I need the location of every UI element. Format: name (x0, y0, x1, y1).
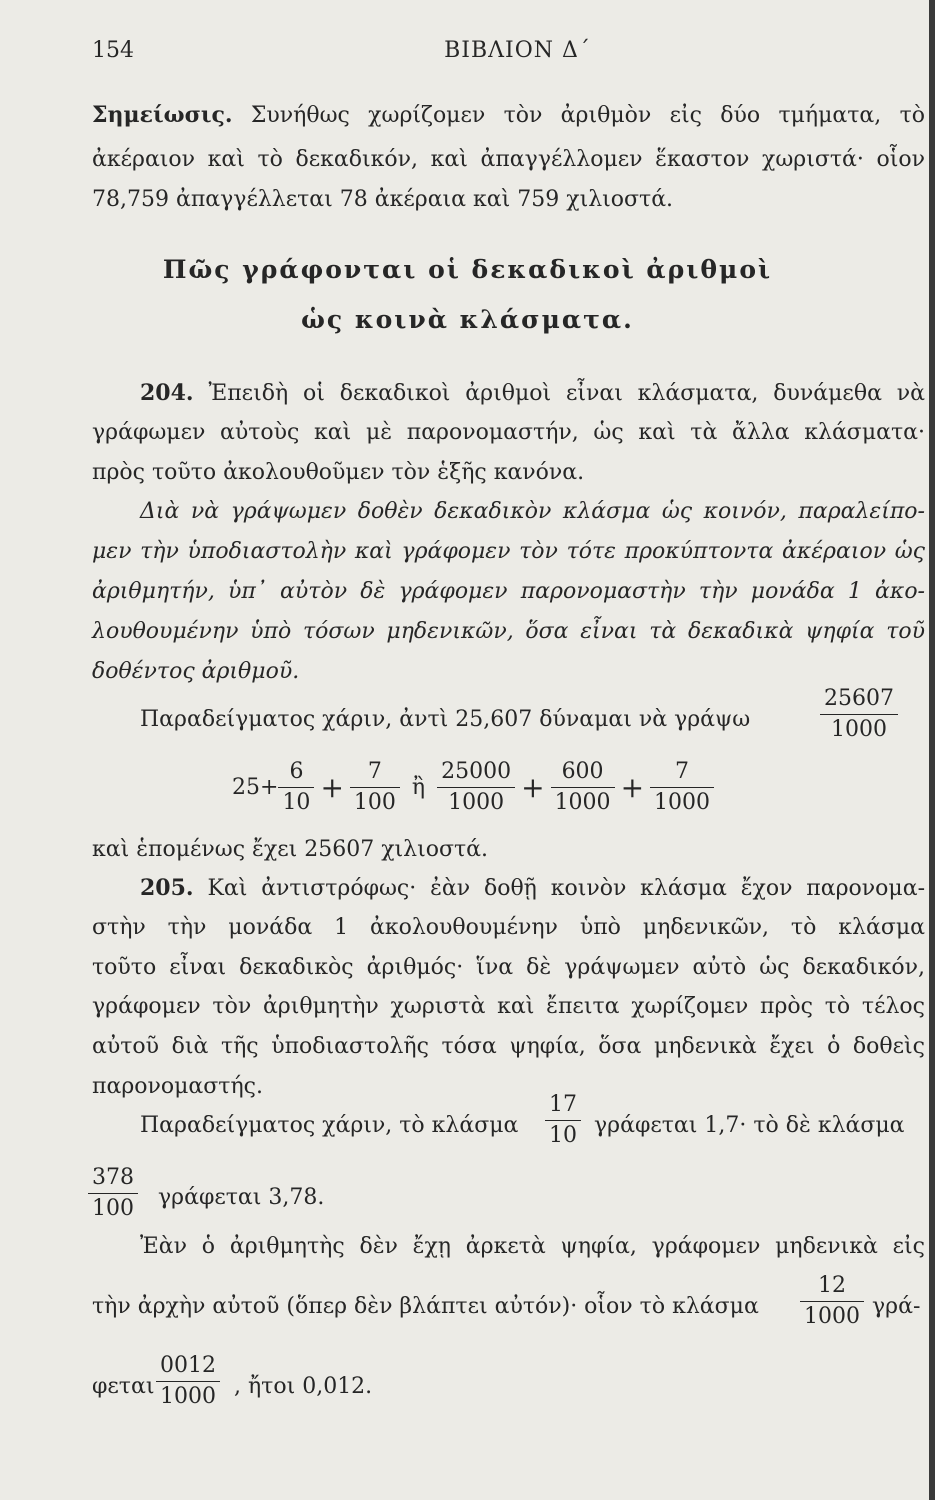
note-line-2: ἀκέραιον καὶ τὸ δεκαδικόν, καὶ ἀπαγγέλλομεν ἕκαστον χωριστά· οἷον (92, 147, 925, 172)
fraction-7-1000: $\frac{7}{1000}$ (650, 757, 714, 818)
example-205-e: τὴν ἀρχὴν αὐτοῦ (ὅπερ δὲν βλάπτει αὐτόν)· οἷον τὸ κλάσμα (92, 1294, 759, 1319)
expansion-equation: 25+ $\frac{6}{10}$ + $\frac{7}{100}$ ἢ $\frac{25000}{1000}$ + $\frac{600}{1000}$ + $\frac{7}{1000}$ (232, 757, 714, 818)
fraction-12-1000: $\frac{12}{1000}$ (800, 1271, 864, 1332)
fraction-17-10: $\frac{17}{10}$ (545, 1090, 581, 1151)
section-number-205: 205. (140, 875, 194, 901)
rule-line-1: Διὰ νὰ γράψωμεν δοθὲν δεκαδικὸν κλάσμα ὡς κοινόν, παραλείπο- (140, 499, 925, 524)
fraction-378-100: $\frac{378}{100}$ (88, 1163, 138, 1224)
section-heading-line-2: ὡς κοινὰ κλάσματα. (301, 305, 634, 334)
section-heading-line-1: Πῶς γράφονται οἱ δεκαδικοὶ ἀριθμοὶ (162, 255, 773, 284)
section-number-204: 204. (140, 380, 194, 406)
page-number: 154 (92, 38, 134, 63)
note-line-1: Σημείωσις. Συνήθως χωρίζομεν τὸν ἀριθμὸν εἰς δύο τμήματα, τὸ (92, 102, 925, 128)
example-205-f: γρά- (872, 1294, 921, 1319)
fraction-600-1000: $\frac{600}{1000}$ (551, 757, 615, 818)
s204-line-1: 204. Ἐπειδὴ οἱ δεκαδικοὶ ἀριθμοὶ εἶναι κλάσματα, δυνάμεθα νὰ (140, 380, 925, 406)
example-205-g: φεται (92, 1374, 155, 1399)
example-205-b: γράφεται 1,7· τὸ δὲ κλάσμα (594, 1113, 905, 1138)
s205-line-6: παρονομαστής. (92, 1074, 263, 1099)
rule-line-2: μεν τὴν ὑποδιαστολὴν καὶ γράφομεν τὸν τότε προκύπτοντα ἀκέραιον ὡς (92, 539, 925, 564)
fraction-0012-1000: $\frac{0012}{1000}$ (156, 1351, 220, 1412)
example-205-c: γράφεται 3,78. (158, 1185, 325, 1210)
s205-line-5: αὐτοῦ διὰ τῆς ὑποδιαστολῆς τόσα ψηφία, ὅσα μηδενικὰ ἔχει ὁ δοθεὶς (92, 1034, 925, 1059)
example-204-text: Παραδείγματος χάριν, ἀντὶ 25,607 δύναμαι νὰ γράψω (140, 707, 751, 732)
fraction-25000-1000: $\frac{25000}{1000}$ (437, 757, 515, 818)
fraction-6-10: $\frac{6}{10}$ (278, 757, 314, 818)
rule-line-4: λουθουμένην ὑπὸ τόσων μηδενικῶν, ὅσα εἶναι τὰ δεκαδικὰ ψηφία τοῦ (92, 619, 925, 644)
s204-line-2: γράφωμεν αὐτοὺς καὶ μὲ παρονομαστήν, ὡς καὶ τὰ ἄλλα κλάσματα· (92, 420, 925, 445)
running-title: ΒΙΒΛΙΟΝ Δ΄ (444, 38, 591, 63)
rule-line-3: ἀριθμητήν, ὑπ᾽ αὐτὸν δὲ γράφομεν παρονομαστὴν τὴν μονάδα 1 ἀκο- (92, 579, 925, 604)
example-205-h: , ἤτοι 0,012. (234, 1374, 373, 1399)
s204-conclusion: καὶ ἑπομένως ἔχει 25607 χιλιοστά. (92, 837, 488, 862)
s204-line-3: πρὸς τοῦτο ἀκολουθοῦμεν τὸν ἑξῆς κανόνα. (92, 460, 585, 485)
s205-line-4: γράφομεν τὸν ἀριθμητὴν χωριστὰ καὶ ἔπειτα χωρίζομεν πρὸς τὸ τέλος (92, 994, 925, 1019)
fraction-7-100: $\frac{7}{100}$ (350, 757, 400, 818)
s205-line-2: στὴν τὴν μονάδα 1 ἀκολουθουμένην ὑπὸ μηδενικῶν, τὸ κλάσμα (92, 915, 925, 940)
note-label: Σημείωσις. (92, 102, 233, 128)
fraction-25607-1000: $\frac{25607}{1000}$ (820, 684, 898, 745)
note-line-3: 78,759 ἀπαγγέλλεται 78 ἀκέραια καὶ 759 χιλιοστά. (92, 187, 674, 212)
rule-line-5: δοθέντος ἀριθμοῦ. (92, 659, 300, 684)
s205-line-3: τοῦτο εἶναι δεκαδικὸς ἀριθμός· ἵνα δὲ γράψωμεν αὐτὸ ὡς δεκαδικόν, (92, 955, 925, 980)
example-205-a: Παραδείγματος χάριν, τὸ κλάσμα (140, 1113, 519, 1138)
s205-line-1: 205. Καὶ ἀντιστρόφως· ἐὰν δοθῇ κοινὸν κλάσμα ἔχον παρονομα- (140, 875, 925, 901)
page-edge-shadow (929, 0, 935, 1500)
example-205-d: Ἐὰν ὁ ἀριθμητὴς δὲν ἔχῃ ἀρκετὰ ψηφία, γράφομεν μηδενικὰ εἰς (140, 1234, 925, 1259)
